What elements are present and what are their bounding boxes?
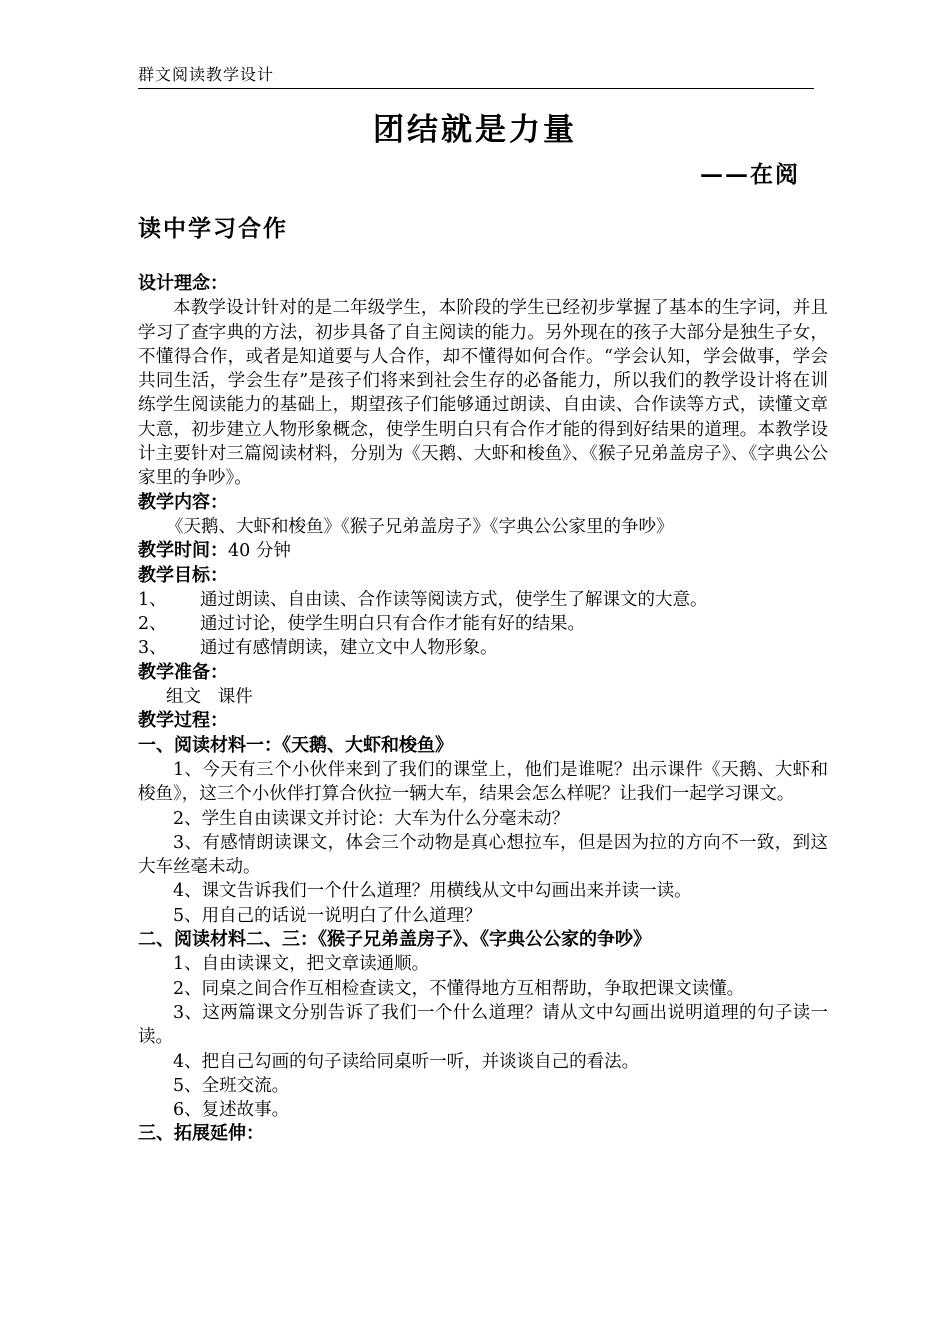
section-2-step: 4、把自己勾画的句子读给同桌听一听，并谈谈自己的看法。 [173,1051,640,1072]
section-2-step: 3、这两篇课文分别告诉了我们一个什么道理？请从文中勾画出说明道理的句子读一读。 [138,1002,828,1048]
goal-number: 3、 [138,638,167,659]
section-2-step: 1、自由读课文，把文章读通顺。 [173,954,430,975]
goal-number: 1、 [138,589,167,610]
section-1-step: 4、课文告诉我们一个什么道理？用横线从文中勾画出来并读一读。 [173,881,692,902]
section-2-step: 6、复述故事。 [173,1100,290,1121]
content-text: 《天鹅、大虾和梭鱼》《猴子兄弟盖房子》《字典公公家里的争吵》 [166,516,674,537]
goal-item [138,636,828,660]
time-line [138,539,828,563]
goal-text: 通过讨论，使学生明白只有合作才能有好的结果。 [200,614,585,635]
time-heading: 教学时间： [138,540,228,562]
document-title: 团结就是力量 [373,112,577,148]
prep-heading: 教学准备： [138,661,228,683]
title-continuation: ——在阅 [700,161,800,188]
section-1-step: 3、有感情朗读课文，体会三个动物是真心想拉车，但是因为拉的方向不一致，到这大车丝毫未动。 [138,832,828,878]
goal-text: 通过有感情朗读，建立文中人物形象。 [200,638,498,659]
title-subtitle: 读中学习合作 [138,215,288,242]
section-2-step: 2、同桌之间合作互相检查读文，不懂得地方互相帮助，争取把课文读懂。 [173,978,745,999]
running-header: 群文阅读教学设计 [138,64,814,89]
design-paragraph: 本教学设计针对的是二年级学生，本阶段的学生已经初步掌握了基本的生字词，并且学习了查字典的方法，初步具备了自主阅读的能力。另外现在的孩子大部分是独生子女，不懂得合作，或者是知道要与人合作，却不懂得如何合作。“学会认知，学会做事，学会共同生活，学会生存”是孩子们将来到社会生存的必备能力，所以我们的教学设计将在训练学生阅读能力的基础上，期望孩子们能够通过朗读、自由读、合作读等方式，读懂文章大意，初步建立人物形象概念，使学生明白只有合作才能的得到好结果的道理。本教学设计主要针对三篇阅读材料，分别为《天鹅、大虾和梭鱼》、《猴子兄弟盖房子》、《字典公公家里的争吵》。 [138,298,828,489]
section-2-step: 5、全班交流。 [173,1075,290,1096]
goals-heading: 教学目标： [138,564,228,586]
goal-item [138,612,828,636]
section-1-step: 1、今天有三个小伙伴来到了我们的课堂上，他们是谁呢？出示课件《天鹅、大虾和梭鱼》，这三个小伙伴打算合伙拉一辆大车，结果会怎么样呢？让我们一起学习课文。 [138,759,828,805]
goal-number: 2、 [138,614,167,635]
section-1-step: 5、用自己的话说一说明白了什么道理？ [173,905,482,926]
document-body [138,272,828,1147]
section-3-title: 三、拓展延伸： [138,1123,264,1145]
section-2-title: 二、阅读材料二、三：《猴子兄弟盖房子》、《字典公公家的争吵》 [138,929,651,951]
time-value: 40 分钟 [228,541,291,562]
content-heading: 教学内容： [138,491,228,513]
process-heading: 教学过程： [138,710,228,732]
section-1-step: 2、学生自由读课文并讨论：大车为什么分毫未动？ [173,808,570,829]
design-heading: 设计理念： [138,273,228,294]
goal-text: 通过朗读、自由读、合作读等阅读方式，使学生了解课文的大意。 [200,589,708,610]
section-1-title: 一、阅读材料一：《天鹅、大虾和梭鱼》 [138,734,453,756]
goal-item [138,588,828,612]
prep-text: 组文 课件 [166,687,253,708]
